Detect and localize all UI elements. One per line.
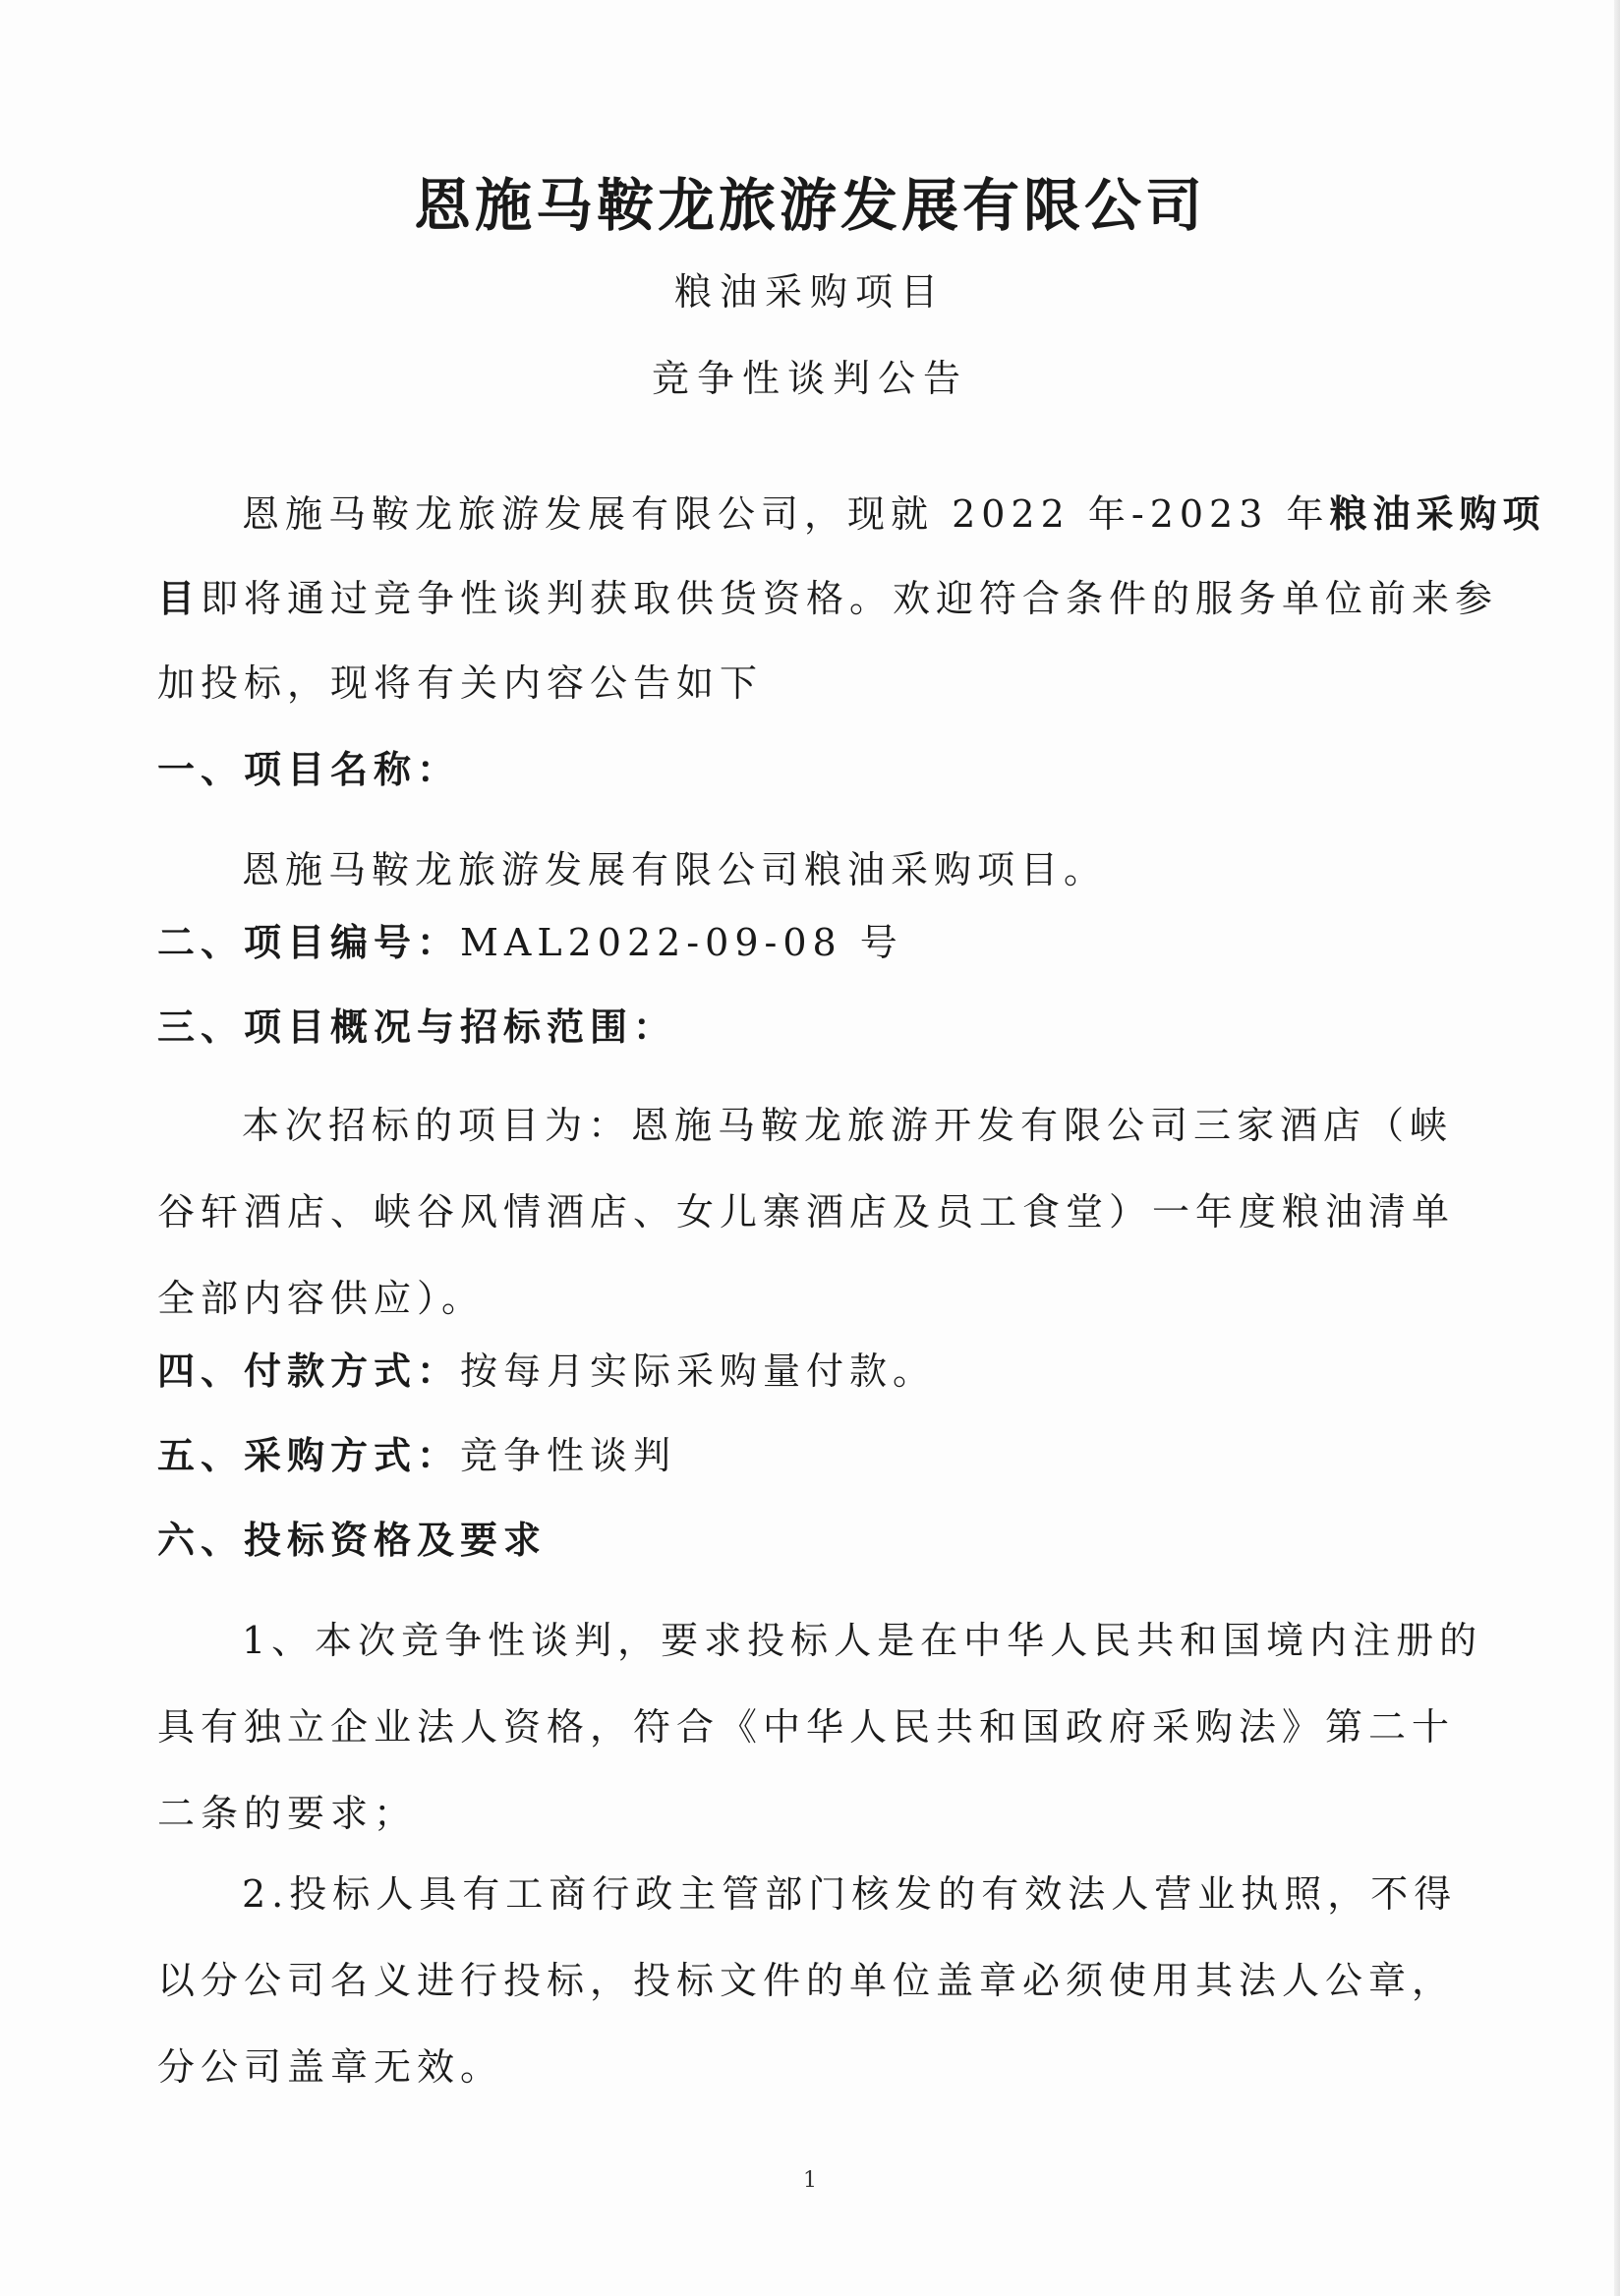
section-6-item-1-line-2: 具有独立企业法人资格，符合《中华人民共和国政府采购法》第二十 xyxy=(157,1705,1456,1749)
section-3-line-2: 谷轩酒店、峡谷风情酒店、女儿寨酒店及员工食堂）一年度粮油清单 xyxy=(157,1190,1456,1234)
intro-emphasis: 目 xyxy=(157,576,202,620)
company-title: 恩施马鞍龙旅游发展有限公司 xyxy=(413,172,1206,239)
intro-line-3: 加投标，现将有关内容公告如下 xyxy=(157,661,764,705)
section-4 xyxy=(157,1349,937,1393)
section-1-body: 恩施马鞍龙旅游发展有限公司粮油采购项目。 xyxy=(242,848,1108,891)
scan-edge xyxy=(1614,0,1620,2296)
section-2 xyxy=(157,920,903,964)
section-1-heading: 一、项目名称： xyxy=(157,747,461,791)
section-4-heading: 四、付款方式： xyxy=(157,1349,461,1393)
section-5-heading: 五、采购方式： xyxy=(157,1433,461,1477)
project-subtitle: 粮油采购项目 xyxy=(673,270,946,314)
notice-subtitle: 竞争性谈判公告 xyxy=(651,357,968,400)
intro-text: 即将通过竞争性谈判获取供货资格。欢迎符合条件的服务单位前来参 xyxy=(201,577,1499,620)
section-3-line-1: 本次招标的项目为：恩施马鞍龙旅游开发有限公司三家酒店（峡 xyxy=(242,1104,1454,1147)
section-6-heading: 六、投标资格及要求 xyxy=(157,1518,548,1562)
section-6-item-1-line-3: 二条的要求； xyxy=(157,1792,418,1835)
section-3-heading: 三、项目概况与招标范围： xyxy=(157,1004,677,1049)
section-6-item-2-line-1: 2.投标人具有工商行政主管部门核发的有效法人营业执照，不得 xyxy=(242,1872,1458,1916)
section-5 xyxy=(157,1433,677,1477)
section-2-heading: 二、项目编号： xyxy=(157,920,461,964)
intro-emphasis: 粮油采购项 xyxy=(1329,491,1546,536)
intro-line-1 xyxy=(242,491,1546,536)
section-6-item-2-line-3: 分公司盖章无效。 xyxy=(157,2045,504,2089)
page-number: 1 xyxy=(803,2168,817,2193)
payment-method: 按每月实际采购量付款。 xyxy=(460,1349,937,1393)
intro-line-2 xyxy=(157,576,1499,620)
section-3-line-3: 全部内容供应）。 xyxy=(157,1277,486,1320)
project-number: MAL2022-09-08 号 xyxy=(460,921,903,964)
section-6-item-2-line-2: 以分公司名义进行投标，投标文件的单位盖章必须使用其法人公章， xyxy=(157,1959,1456,2002)
procurement-method: 竞争性谈判 xyxy=(460,1434,677,1477)
section-6-item-1-line-1: 1、本次竞争性谈判，要求投标人是在中华人民共和国境内注册的 xyxy=(242,1619,1483,1662)
intro-text: 恩施马鞍龙旅游发展有限公司，现就 2022 年-2023 年 xyxy=(242,492,1330,536)
